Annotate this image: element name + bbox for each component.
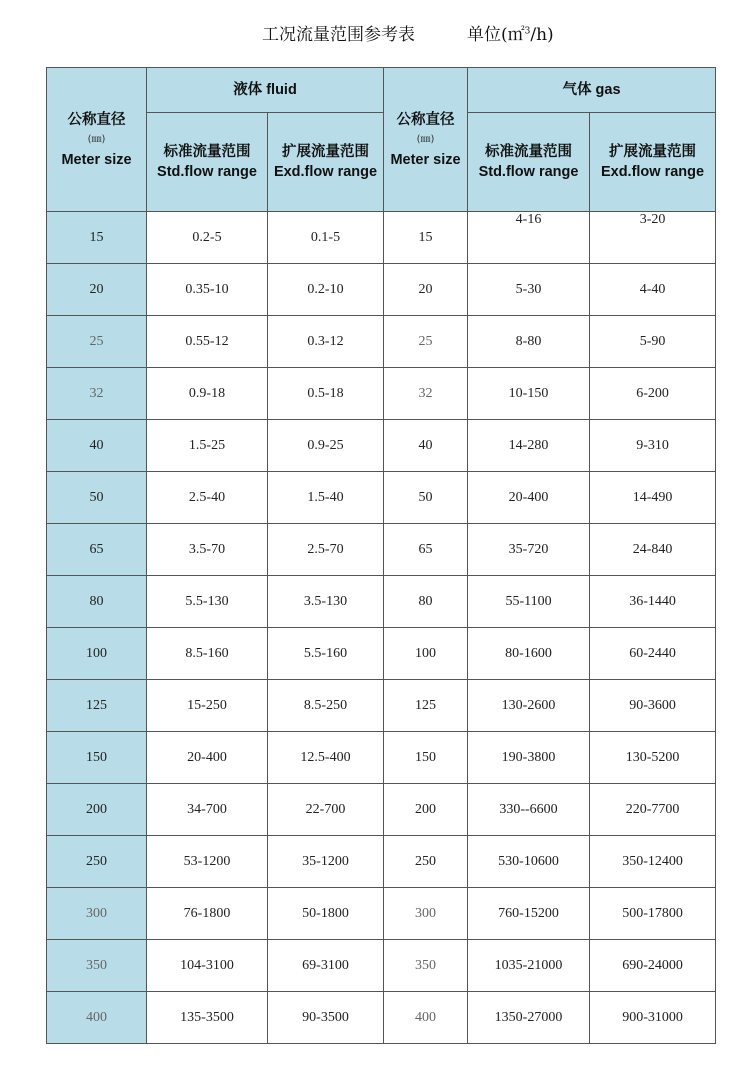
liquid-std-cell: 104-3100 — [147, 940, 268, 992]
table-row — [47, 368, 716, 420]
gas-std-cell: 20-400 — [468, 472, 590, 524]
liquid-ext-cell: 35-1200 — [268, 836, 384, 888]
gas-std-cell: 8-80 — [468, 316, 590, 368]
table-row — [47, 264, 716, 316]
gas-std-cell: 35-720 — [468, 524, 590, 576]
liquid-ext-cell: 0.5-18 — [268, 368, 384, 420]
table-row — [47, 940, 716, 992]
liquid-ext-cell: 0.3-12 — [268, 316, 384, 368]
gas-std-cell: 130-2600 — [468, 680, 590, 732]
meter-size-cell: 350 — [47, 940, 147, 992]
header-gas-std — [468, 113, 590, 212]
gas-std-cell: 10-150 — [468, 368, 590, 420]
meter-size-2-cell: 400 — [384, 992, 468, 1044]
liquid-std-cell: 15-250 — [147, 680, 268, 732]
header-liquid-std — [147, 113, 268, 212]
liquid-ext-cell: 8.5-250 — [268, 680, 384, 732]
liquid-std-cell: 0.9-18 — [147, 368, 268, 420]
gas-std-cell: 5-30 — [468, 264, 590, 316]
table-row — [47, 784, 716, 836]
liquid-std-cell: 53-1200 — [147, 836, 268, 888]
table-row — [47, 836, 716, 888]
header-gas-ext — [590, 113, 716, 212]
meter-size-cell: 400 — [47, 992, 147, 1044]
liquid-std-cell: 135-3500 — [147, 992, 268, 1044]
table-row — [47, 888, 716, 940]
header-meter-size-2-cn: 公称直径 — [396, 111, 455, 128]
flow-range-table — [46, 67, 716, 1044]
gas-std-cell: 80-1600 — [468, 628, 590, 680]
gas-ext-cell: 24-840 — [590, 524, 716, 576]
gas-std-cell: 4-16 — [468, 212, 590, 264]
gas-std-cell: 55-1100 — [468, 576, 590, 628]
liquid-ext-cell: 2.5-70 — [268, 524, 384, 576]
liquid-ext-cell: 90-3500 — [268, 992, 384, 1044]
meter-size-cell: 50 — [47, 472, 147, 524]
gas-ext-cell: 130-5200 — [590, 732, 716, 784]
meter-size-2-cell: 350 — [384, 940, 468, 992]
liquid-std-cell: 0.55-12 — [147, 316, 268, 368]
header-meter-size-cn: 公称直径 — [67, 111, 126, 128]
gas-ext-cell: 500-17800 — [590, 888, 716, 940]
header-meter-size-2 — [384, 68, 468, 212]
gas-ext-cell: 220-7700 — [590, 784, 716, 836]
header-meter-size-unit: (㎜) — [87, 133, 106, 145]
header-gas-ext-cn: 扩展流量范围 — [609, 144, 697, 160]
liquid-std-cell: 20-400 — [147, 732, 268, 784]
table-row — [47, 472, 716, 524]
gas-std-cell: 760-15200 — [468, 888, 590, 940]
header-liquid-std-en: Std.flow range — [157, 164, 257, 180]
gas-ext-cell: 900-31000 — [590, 992, 716, 1044]
header-gas: 气体 gas — [468, 68, 716, 113]
table-row — [47, 576, 716, 628]
liquid-std-cell: 3.5-70 — [147, 524, 268, 576]
gas-ext-cell: 60-2440 — [590, 628, 716, 680]
header-meter-size-2-en: Meter size — [390, 151, 461, 168]
gas-std-cell: 330--6600 — [468, 784, 590, 836]
meter-size-cell: 65 — [47, 524, 147, 576]
unit-superscript: 3 — [524, 26, 531, 37]
meter-size-cell: 300 — [47, 888, 147, 940]
header-gas-ext-en: Exd.flow range — [600, 164, 705, 180]
meter-size-2-cell: 80 — [384, 576, 468, 628]
header-liquid-std-cn: 标准流量范围 — [163, 144, 251, 160]
gas-ext-cell: 3-20 — [590, 212, 716, 264]
gas-ext-cell: 14-490 — [590, 472, 716, 524]
gas-std-cell: 1035-21000 — [468, 940, 590, 992]
meter-size-cell: 250 — [47, 836, 147, 888]
gas-ext-cell: 350-12400 — [590, 836, 716, 888]
meter-size-2-cell: 250 — [384, 836, 468, 888]
meter-size-2-cell: 40 — [384, 420, 468, 472]
header-meter-size — [47, 68, 147, 212]
meter-size-2-cell: 150 — [384, 732, 468, 784]
meter-size-cell: 125 — [47, 680, 147, 732]
meter-size-2-cell: 125 — [384, 680, 468, 732]
liquid-std-cell: 1.5-25 — [147, 420, 268, 472]
liquid-ext-cell: 0.9-25 — [268, 420, 384, 472]
meter-size-cell: 32 — [47, 368, 147, 420]
liquid-ext-cell: 3.5-130 — [268, 576, 384, 628]
gas-ext-cell: 5-90 — [590, 316, 716, 368]
header-liquid-ext-cn: 扩展流量范围 — [282, 144, 369, 160]
table-row — [47, 628, 716, 680]
gas-std-cell: 1350-27000 — [468, 992, 590, 1044]
table-body — [47, 212, 716, 1044]
meter-size-cell: 80 — [47, 576, 147, 628]
meter-size-2-cell: 200 — [384, 784, 468, 836]
unit-suffix: /h) — [530, 25, 554, 45]
meter-size-2-cell: 300 — [384, 888, 468, 940]
meter-size-2-cell: 32 — [384, 368, 468, 420]
meter-size-2-cell: 50 — [384, 472, 468, 524]
liquid-std-cell: 76-1800 — [147, 888, 268, 940]
header-meter-size-2-unit: (㎜) — [416, 133, 435, 145]
header-liquid-ext — [268, 113, 384, 212]
liquid-std-cell: 2.5-40 — [147, 472, 268, 524]
liquid-ext-cell: 0.2-10 — [268, 264, 384, 316]
liquid-ext-cell: 22-700 — [268, 784, 384, 836]
meter-size-cell: 20 — [47, 264, 147, 316]
liquid-ext-cell: 69-3100 — [268, 940, 384, 992]
meter-size-2-cell: 15 — [384, 212, 468, 264]
header-gas-std-en: Std.flow range — [478, 164, 579, 180]
meter-size-2-cell: 20 — [384, 264, 468, 316]
gas-ext-cell: 9-310 — [590, 420, 716, 472]
table-row — [47, 732, 716, 784]
liquid-ext-cell: 0.1-5 — [268, 212, 384, 264]
liquid-ext-cell: 12.5-400 — [268, 732, 384, 784]
gas-std-cell: 530-10600 — [468, 836, 590, 888]
meter-size-cell: 100 — [47, 628, 147, 680]
table-row — [47, 316, 716, 368]
meter-size-2-cell: 100 — [384, 628, 468, 680]
table-row — [47, 212, 716, 264]
gas-ext-cell: 690-24000 — [590, 940, 716, 992]
header-gas-std-cn: 标准流量范围 — [485, 144, 573, 160]
header-liquid-ext-en: Exd.flow range — [273, 164, 378, 180]
page-title: 工况流量范围参考表 — [262, 25, 415, 45]
liquid-std-cell: 5.5-130 — [147, 576, 268, 628]
liquid-ext-cell: 5.5-160 — [268, 628, 384, 680]
gas-ext-cell: 90-3600 — [590, 680, 716, 732]
gas-std-cell: 190-3800 — [468, 732, 590, 784]
gas-ext-cell: 36-1440 — [590, 576, 716, 628]
liquid-ext-cell: 50-1800 — [268, 888, 384, 940]
liquid-std-cell: 34-700 — [147, 784, 268, 836]
unit-label — [467, 20, 554, 45]
table-row — [47, 680, 716, 732]
meter-size-cell: 150 — [47, 732, 147, 784]
gas-ext-cell: 6-200 — [590, 368, 716, 420]
liquid-std-cell: 0.35-10 — [147, 264, 268, 316]
liquid-ext-cell: 1.5-40 — [268, 472, 384, 524]
header-liquid: 液体 fluid — [147, 68, 384, 113]
unit-prefix: 单位(㎡ — [467, 25, 525, 45]
gas-std-cell: 14-280 — [468, 420, 590, 472]
meter-size-2-cell: 65 — [384, 524, 468, 576]
meter-size-2-cell: 25 — [384, 316, 468, 368]
meter-size-cell: 200 — [47, 784, 147, 836]
table-row — [47, 524, 716, 576]
gas-ext-cell: 4-40 — [590, 264, 716, 316]
liquid-std-cell: 8.5-160 — [147, 628, 268, 680]
meter-size-cell: 40 — [47, 420, 147, 472]
table-row — [47, 420, 716, 472]
meter-size-cell: 25 — [47, 316, 147, 368]
meter-size-cell: 15 — [47, 212, 147, 264]
table-row — [47, 992, 716, 1044]
header-meter-size-en: Meter size — [61, 151, 132, 168]
title-row — [0, 20, 750, 48]
liquid-std-cell: 0.2-5 — [147, 212, 268, 264]
